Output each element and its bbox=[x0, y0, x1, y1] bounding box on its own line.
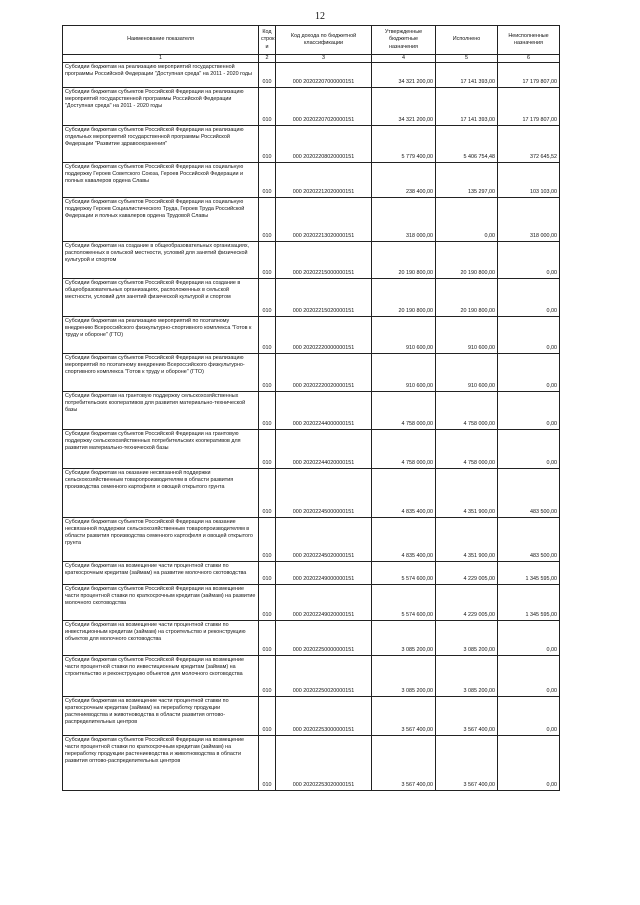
row-unexecuted: 0,00 bbox=[498, 392, 560, 430]
row-executed: 20 190 800,00 bbox=[436, 279, 498, 317]
row-approved: 910 600,00 bbox=[372, 317, 436, 354]
row-income-code: 000 20202213020000151 bbox=[276, 198, 372, 242]
row-line-code: 010 bbox=[259, 354, 276, 392]
row-name: Субсидии бюджетам субъектов Российской Федерации на реализацию мероприятий государственной программы Российской Федерации "Доступная среда" на 2011 - 2020 годы bbox=[63, 88, 259, 126]
row-approved: 34 321 200,00 bbox=[372, 63, 436, 88]
row-line-code: 010 bbox=[259, 518, 276, 562]
row-unexecuted: 0,00 bbox=[498, 242, 560, 279]
row-unexecuted: 17 179 807,00 bbox=[498, 88, 560, 126]
row-name: Субсидии бюджетам на реализацию мероприятий по поэтапному внедрению Всероссийского физкультурно-спортивного комплекса "Готов к труду и обороне" (ГТО) bbox=[63, 317, 259, 354]
row-name: Субсидии бюджетам субъектов Российской Федерации на социальную поддержку Героев Советского Союза, Героев Российской Федерации и полных кавалеров ордена Славы bbox=[63, 163, 259, 198]
row-name: Субсидии бюджетам субъектов Российской Федерации на создание в общеобразовательных организациях, расположенных в сельской местности, условий для занятий физической культурой и спортом bbox=[63, 279, 259, 317]
row-approved: 3 085 200,00 bbox=[372, 621, 436, 656]
row-executed: 4 229 005,00 bbox=[436, 585, 498, 621]
row-name: Субсидии бюджетам субъектов Российской Федерации на оказание несвязанной поддержки сельскохозяйственным товаропроизводителям в области развития производства семенного картофеля и овощей открытого грунта bbox=[63, 518, 259, 562]
header-name: Наименование показателя bbox=[63, 26, 259, 55]
row-name: Субсидии бюджетам субъектов Российской Федерации на грантовую поддержку сельскохозяйственных потребительских кооперативов для развития материально-технической базы bbox=[63, 430, 259, 469]
row-executed: 0,00 bbox=[436, 198, 498, 242]
row-approved: 20 190 800,00 bbox=[372, 279, 436, 317]
row-executed: 4 351 900,00 bbox=[436, 469, 498, 518]
row-unexecuted: 483 500,00 bbox=[498, 518, 560, 562]
table-row bbox=[63, 279, 560, 317]
row-income-code: 000 20202249000000151 bbox=[276, 562, 372, 585]
column-number-row bbox=[63, 55, 560, 63]
row-income-code: 000 20202244020000151 bbox=[276, 430, 372, 469]
budget-execution-table bbox=[62, 25, 560, 791]
row-name: Субсидии бюджетам субъектов Российской Федерации на социальную поддержку Героев Социалистического Труда, Героев Труда Российской Федерации и полных кавалеров ордена Трудовой Славы bbox=[63, 198, 259, 242]
column-number: 4 bbox=[372, 55, 436, 63]
row-line-code: 010 bbox=[259, 126, 276, 163]
row-name: Субсидии бюджетам субъектов Российской Федерации на возмещение части процентной ставки по инвестиционным кредитам (займам) на строительство и реконструкцию объектов для молочного скотоводства bbox=[63, 656, 259, 697]
column-number: 2 bbox=[259, 55, 276, 63]
page-number: 12 bbox=[315, 11, 325, 22]
table-row bbox=[63, 354, 560, 392]
row-approved: 3 085 200,00 bbox=[372, 656, 436, 697]
row-income-code: 000 20202212020000151 bbox=[276, 163, 372, 198]
row-executed: 3 567 400,00 bbox=[436, 736, 498, 791]
row-line-code: 010 bbox=[259, 736, 276, 791]
row-executed: 135 297,00 bbox=[436, 163, 498, 198]
row-unexecuted: 103 103,00 bbox=[498, 163, 560, 198]
row-line-code: 010 bbox=[259, 279, 276, 317]
row-income-code: 000 20202245000000151 bbox=[276, 469, 372, 518]
row-name: Субсидии бюджетам на грантовую поддержку сельскохозяйственных потребительских кооперативов для развития материально-технической базы bbox=[63, 392, 259, 430]
row-unexecuted: 0,00 bbox=[498, 354, 560, 392]
row-line-code: 010 bbox=[259, 562, 276, 585]
row-executed: 5 406 754,48 bbox=[436, 126, 498, 163]
row-line-code: 010 bbox=[259, 163, 276, 198]
table-row bbox=[63, 198, 560, 242]
row-name: Субсидии бюджетам на возмещение части процентной ставки по краткосрочным кредитам (займам) на переработку продукции растениеводства и животноводства в области развития оптово-распределительных центров bbox=[63, 697, 259, 736]
table-row bbox=[63, 697, 560, 736]
row-unexecuted: 0,00 bbox=[498, 697, 560, 736]
table-row bbox=[63, 562, 560, 585]
table-row bbox=[63, 242, 560, 279]
row-unexecuted: 0,00 bbox=[498, 656, 560, 697]
table-row bbox=[63, 469, 560, 518]
column-number: 6 bbox=[498, 55, 560, 63]
row-unexecuted: 1 345 595,00 bbox=[498, 562, 560, 585]
table-row bbox=[63, 736, 560, 791]
row-unexecuted: 0,00 bbox=[498, 430, 560, 469]
row-executed: 17 141 393,00 bbox=[436, 88, 498, 126]
row-approved: 20 190 800,00 bbox=[372, 242, 436, 279]
row-approved: 4 835 400,00 bbox=[372, 518, 436, 562]
row-name: Субсидии бюджетам субъектов Российской Федерации на реализацию мероприятий по поэтапному внедрению Всероссийского физкультурно-спортивного комплекса "Готов к труду и обороне" (ГТО) bbox=[63, 354, 259, 392]
row-approved: 5 574 600,00 bbox=[372, 585, 436, 621]
row-unexecuted: 372 645,52 bbox=[498, 126, 560, 163]
row-executed: 4 351 900,00 bbox=[436, 518, 498, 562]
row-income-code: 000 20202208020000151 bbox=[276, 126, 372, 163]
row-approved: 318 000,00 bbox=[372, 198, 436, 242]
row-name: Субсидии бюджетам на возмещение части процентной ставки по краткосрочным кредитам (займам) на развитие молочного скотоводства bbox=[63, 562, 259, 585]
row-line-code: 010 bbox=[259, 392, 276, 430]
row-line-code: 010 bbox=[259, 656, 276, 697]
row-approved: 5 574 600,00 bbox=[372, 562, 436, 585]
table-row bbox=[63, 126, 560, 163]
row-line-code: 010 bbox=[259, 198, 276, 242]
row-unexecuted: 0,00 bbox=[498, 621, 560, 656]
header-approved: Утвержденные бюджетные назначения bbox=[372, 26, 436, 55]
row-income-code: 000 20202207000000151 bbox=[276, 63, 372, 88]
row-income-code: 000 20202215020000151 bbox=[276, 279, 372, 317]
row-line-code: 010 bbox=[259, 242, 276, 279]
column-number: 3 bbox=[276, 55, 372, 63]
row-approved: 3 567 400,00 bbox=[372, 736, 436, 791]
header-income-code: Код дохода по бюджетной классификации bbox=[276, 26, 372, 55]
row-unexecuted: 318 000,00 bbox=[498, 198, 560, 242]
row-executed: 3 085 200,00 bbox=[436, 656, 498, 697]
row-approved: 4 758 000,00 bbox=[372, 430, 436, 469]
row-income-code: 000 20202253000000151 bbox=[276, 697, 372, 736]
table-row bbox=[63, 63, 560, 88]
row-line-code: 010 bbox=[259, 63, 276, 88]
header-line-code: Код строк и bbox=[259, 26, 276, 55]
row-income-code: 000 20202220020000151 bbox=[276, 354, 372, 392]
row-income-code: 000 20202215000000151 bbox=[276, 242, 372, 279]
table-row bbox=[63, 656, 560, 697]
row-unexecuted: 483 500,00 bbox=[498, 469, 560, 518]
row-approved: 910 600,00 bbox=[372, 354, 436, 392]
row-income-code: 000 20202250000000151 bbox=[276, 621, 372, 656]
row-line-code: 010 bbox=[259, 621, 276, 656]
row-approved: 5 779 400,00 bbox=[372, 126, 436, 163]
row-executed: 20 190 800,00 bbox=[436, 242, 498, 279]
row-income-code: 000 20202250020000151 bbox=[276, 656, 372, 697]
row-name: Субсидии бюджетам на реализацию мероприятий государственной программы Российской Федерации "Доступная среда" на 2011 - 2020 годы bbox=[63, 63, 259, 88]
row-income-code: 000 20202249020000151 bbox=[276, 585, 372, 621]
table-row bbox=[63, 317, 560, 354]
row-executed: 4 758 000,00 bbox=[436, 392, 498, 430]
row-line-code: 010 bbox=[259, 469, 276, 518]
row-name: Субсидии бюджетам на оказание несвязанной поддержки сельскохозяйственным товаропроизводителям в области развития производства семенного картофеля и овощей открытого грунта bbox=[63, 469, 259, 518]
row-line-code: 010 bbox=[259, 317, 276, 354]
table-row bbox=[63, 163, 560, 198]
row-approved: 4 758 000,00 bbox=[372, 392, 436, 430]
row-name: Субсидии бюджетам на возмещение части процентной ставки по инвестиционным кредитам (займам) на строительство и реконструкцию объектов для молочного скотоводства bbox=[63, 621, 259, 656]
row-unexecuted: 0,00 bbox=[498, 279, 560, 317]
row-executed: 3 567 400,00 bbox=[436, 697, 498, 736]
row-executed: 4 229 005,00 bbox=[436, 562, 498, 585]
row-income-code: 000 20202244000000151 bbox=[276, 392, 372, 430]
row-unexecuted: 0,00 bbox=[498, 317, 560, 354]
table-row bbox=[63, 430, 560, 469]
row-income-code: 000 20202253020000151 bbox=[276, 736, 372, 791]
row-executed: 910 600,00 bbox=[436, 317, 498, 354]
row-executed: 3 085 200,00 bbox=[436, 621, 498, 656]
row-income-code: 000 20202245020000151 bbox=[276, 518, 372, 562]
row-income-code: 000 20202220000000151 bbox=[276, 317, 372, 354]
row-line-code: 010 bbox=[259, 430, 276, 469]
row-line-code: 010 bbox=[259, 88, 276, 126]
column-number: 5 bbox=[436, 55, 498, 63]
row-name: Субсидии бюджетам субъектов Российской Федерации на возмещение части процентной ставки по краткосрочным кредитам (займам) на переработку продукции растениеводства и животноводства в области развития оптово-распределительных центров bbox=[63, 736, 259, 791]
row-approved: 4 835 400,00 bbox=[372, 469, 436, 518]
row-unexecuted: 0,00 bbox=[498, 736, 560, 791]
column-number: 1 bbox=[63, 55, 259, 63]
header-unexecuted: Неисполненные назначения bbox=[498, 26, 560, 55]
row-approved: 238 400,00 bbox=[372, 163, 436, 198]
row-executed: 17 141 393,00 bbox=[436, 63, 498, 88]
table-row bbox=[63, 518, 560, 562]
table-row bbox=[63, 88, 560, 126]
table-row bbox=[63, 585, 560, 621]
table-row bbox=[63, 621, 560, 656]
row-approved: 3 567 400,00 bbox=[372, 697, 436, 736]
row-unexecuted: 1 345 595,00 bbox=[498, 585, 560, 621]
row-line-code: 010 bbox=[259, 697, 276, 736]
header-row bbox=[63, 26, 560, 55]
row-income-code: 000 20202207020000151 bbox=[276, 88, 372, 126]
table-row bbox=[63, 392, 560, 430]
header-executed: Исполнено bbox=[436, 26, 498, 55]
row-name: Субсидии бюджетам на создание в общеобразовательных организациях, расположенных в сельской местности, условий для занятий физической культурой и спортом bbox=[63, 242, 259, 279]
row-unexecuted: 17 179 807,00 bbox=[498, 63, 560, 88]
row-line-code: 010 bbox=[259, 585, 276, 621]
row-approved: 34 321 200,00 bbox=[372, 88, 436, 126]
row-name: Субсидии бюджетам субъектов Российской Федерации на возмещение части процентной ставки по краткосрочным кредитам (займам) на развитие молочного скотоводства bbox=[63, 585, 259, 621]
row-name: Субсидии бюджетам субъектов Российской Федерации на реализацию отдельных мероприятий государственной программы Российской Федерации "Развитие здравоохранения" bbox=[63, 126, 259, 163]
row-executed: 910 600,00 bbox=[436, 354, 498, 392]
row-executed: 4 758 000,00 bbox=[436, 430, 498, 469]
